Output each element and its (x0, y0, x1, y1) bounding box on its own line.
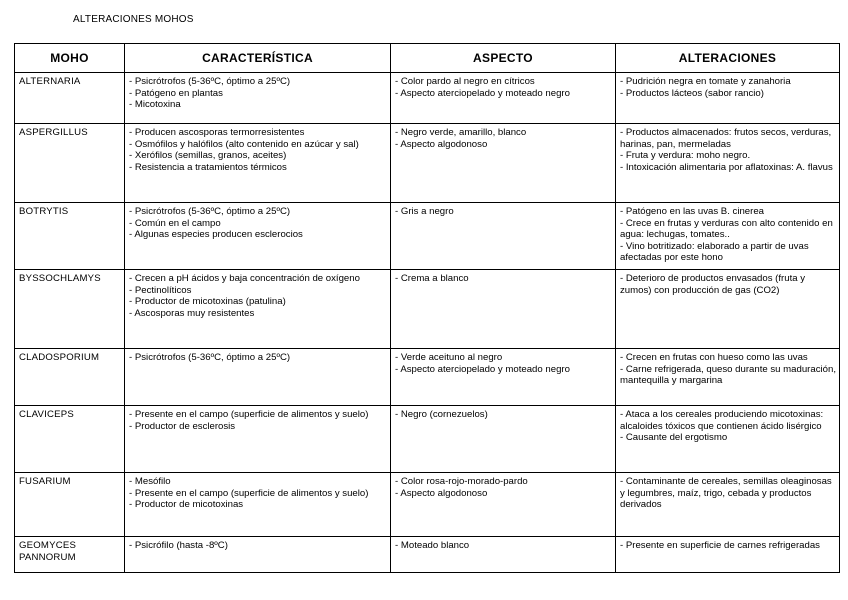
aspecto-item: - Gris a negro (395, 206, 454, 217)
alteraciones-item: - Contaminante de cereales, semillas oleaginosas y legumbres, maíz, trigo, cebada y productos derivados (620, 476, 832, 510)
caracteristica-cell (125, 349, 391, 406)
header-alteraciones: ALTERACIONES (616, 44, 840, 73)
caracteristica-item: - Psicrófilo (hasta -8ºC) (129, 540, 228, 551)
mold-name-cell: GEOMYCES PANNORUM (15, 537, 125, 573)
alteraciones-cell (616, 349, 840, 406)
alteraciones-cell (616, 203, 840, 270)
caracteristica-item: - Pectinolíticos (129, 284, 192, 296)
alteraciones-item: - Crecen en frutas con hueso como las uvas (620, 352, 808, 363)
caracteristica-item: - Psicrótrofos (5-36ºC, óptimo a 25ºC) (129, 76, 291, 87)
mold-name-cell: BOTRYTIS (15, 203, 125, 270)
alteraciones-item: - Deterioro de productos envasados (fruta y zumos) con producción de gas (CO2) (620, 273, 806, 296)
caracteristica-item: - Crecen a pH ácidos y baja concentración de oxígeno (129, 273, 360, 284)
table-row (15, 270, 840, 349)
alteraciones-cell (616, 270, 840, 349)
caracteristica-cell (125, 124, 391, 203)
molds-table (14, 43, 840, 573)
mold-name-cell: BYSSOCHLAMYS (15, 270, 125, 349)
alteraciones-item: - Fruta y verdura: moho negro. (620, 150, 751, 161)
aspecto-item: - Aspecto algodonoso (395, 138, 488, 150)
table-body (15, 73, 840, 573)
aspecto-item: - Aspecto algodonoso (395, 487, 488, 499)
mold-name-cell: ALTERNARIA (15, 73, 125, 124)
aspecto-item: - Aspecto aterciopelado y moteado negro (395, 363, 570, 375)
alteraciones-item: - Pudrición negra en tomate y zanahoria (620, 76, 791, 87)
caracteristica-item: - Psicrótrofos (5-36ºC, óptimo a 25ºC) (129, 206, 291, 217)
caracteristica-item: - Micotoxina (129, 99, 181, 110)
caracteristica-cell (125, 73, 391, 124)
caracteristica-item: - Producen ascosporas termorresistentes (129, 127, 305, 138)
alteraciones-cell (616, 73, 840, 124)
aspecto-cell (391, 124, 616, 203)
caracteristica-item: - Presente en el campo (superficie de alimentos y suelo) (129, 409, 369, 420)
aspecto-cell (391, 537, 616, 573)
alteraciones-item: - Intoxicación alimentaria por aflatoxinas: A. flavus (620, 161, 833, 173)
caracteristica-item: - Productor de esclerosis (129, 420, 236, 432)
caracteristica-cell (125, 203, 391, 270)
table-row (15, 73, 840, 124)
caracteristica-item: - Algunas especies producen esclerocios (129, 229, 303, 240)
alteraciones-item: - Productos almacenados: frutos secos, verduras, harinas, pan, mermeladas (620, 127, 832, 150)
caracteristica-item: - Ascosporas muy resistentes (129, 307, 255, 319)
caracteristica-cell (125, 270, 391, 349)
document-title: ALTERACIONES MOHOS (73, 14, 194, 25)
caracteristica-item: - Patógeno en plantas (129, 87, 223, 99)
caracteristica-item: - Resistencia a tratamientos térmicos (129, 161, 287, 173)
aspecto-cell (391, 73, 616, 124)
alteraciones-item: - Carne refrigerada, queso durante su maduración, mantequilla y margarina (620, 363, 836, 386)
table-row (15, 203, 840, 270)
mold-name-cell: CLADOSPORIUM (15, 349, 125, 406)
alteraciones-item: - Patógeno en las uvas B. cinerea (620, 206, 764, 217)
aspecto-item: - Moteado blanco (395, 540, 470, 551)
mold-name-cell: CLAVICEPS (15, 406, 125, 473)
alteraciones-item: - Crece en frutas y verduras con alto contenido en agua: lechugas, tomates.. (620, 217, 833, 240)
aspecto-item: - Verde aceituno al negro (395, 352, 503, 363)
header-aspecto: ASPECTO (391, 44, 616, 73)
caracteristica-cell (125, 406, 391, 473)
caracteristica-cell (125, 473, 391, 537)
aspecto-item: - Color pardo al negro en cítricos (395, 76, 535, 87)
caracteristica-item: - Productor de micotoxinas (129, 499, 244, 510)
caracteristica-item: - Xerófilos (semillas, granos, aceites) (129, 150, 287, 161)
table-header-row (15, 44, 840, 73)
alteraciones-item: - Vino botritizado: elaborado a partir de uvas afectadas por este hono (620, 240, 809, 263)
alteraciones-cell (616, 124, 840, 203)
caracteristica-cell (125, 537, 391, 573)
caracteristica-item: - Osmófilos y halófilos (alto contenido en azúcar y sal) (129, 138, 359, 150)
aspecto-cell (391, 473, 616, 537)
aspecto-item: - Aspecto aterciopelado y moteado negro (395, 87, 570, 99)
header-moho: MOHO (15, 44, 125, 73)
mold-name-cell: ASPERGILLUS (15, 124, 125, 203)
aspecto-item: - Negro verde, amarillo, blanco (395, 127, 527, 138)
aspecto-cell (391, 406, 616, 473)
caracteristica-item: - Común en el campo (129, 217, 221, 229)
alteraciones-item: - Productos lácteos (sabor rancio) (620, 87, 764, 99)
aspecto-cell (391, 270, 616, 349)
caracteristica-item: - Psicrótrofos (5-36ºC, óptimo a 25ºC) (129, 352, 291, 363)
aspecto-cell (391, 203, 616, 270)
table-row (15, 124, 840, 203)
table-row (15, 473, 840, 537)
alteraciones-cell (616, 537, 840, 573)
aspecto-item: - Crema a blanco (395, 273, 469, 284)
alteraciones-item: - Ataca a los cereales produciendo micotoxinas: alcaloides tóxicos que contienen ácido lisérgico (620, 409, 824, 432)
aspecto-item: - Negro (cornezuelos) (395, 409, 488, 420)
table-row (15, 537, 840, 573)
alteraciones-item: - Causante del ergotismo (620, 432, 728, 443)
alteraciones-item: - Presente en superficie de carnes refrigeradas (620, 540, 820, 551)
alteraciones-cell (616, 406, 840, 473)
header-caracteristica: CARACTERÍSTICA (125, 44, 391, 73)
alteraciones-cell (616, 473, 840, 537)
mold-name-cell: FUSARIUM (15, 473, 125, 537)
aspecto-item: - Color rosa-rojo-morado-pardo (395, 476, 528, 487)
caracteristica-item: - Presente en el campo (superficie de alimentos y suelo) (129, 487, 369, 499)
table-row (15, 406, 840, 473)
table-row (15, 349, 840, 406)
caracteristica-item: - Productor de micotoxinas (patulina) (129, 296, 286, 307)
aspecto-cell (391, 349, 616, 406)
caracteristica-item: - Mesófilo (129, 476, 171, 487)
